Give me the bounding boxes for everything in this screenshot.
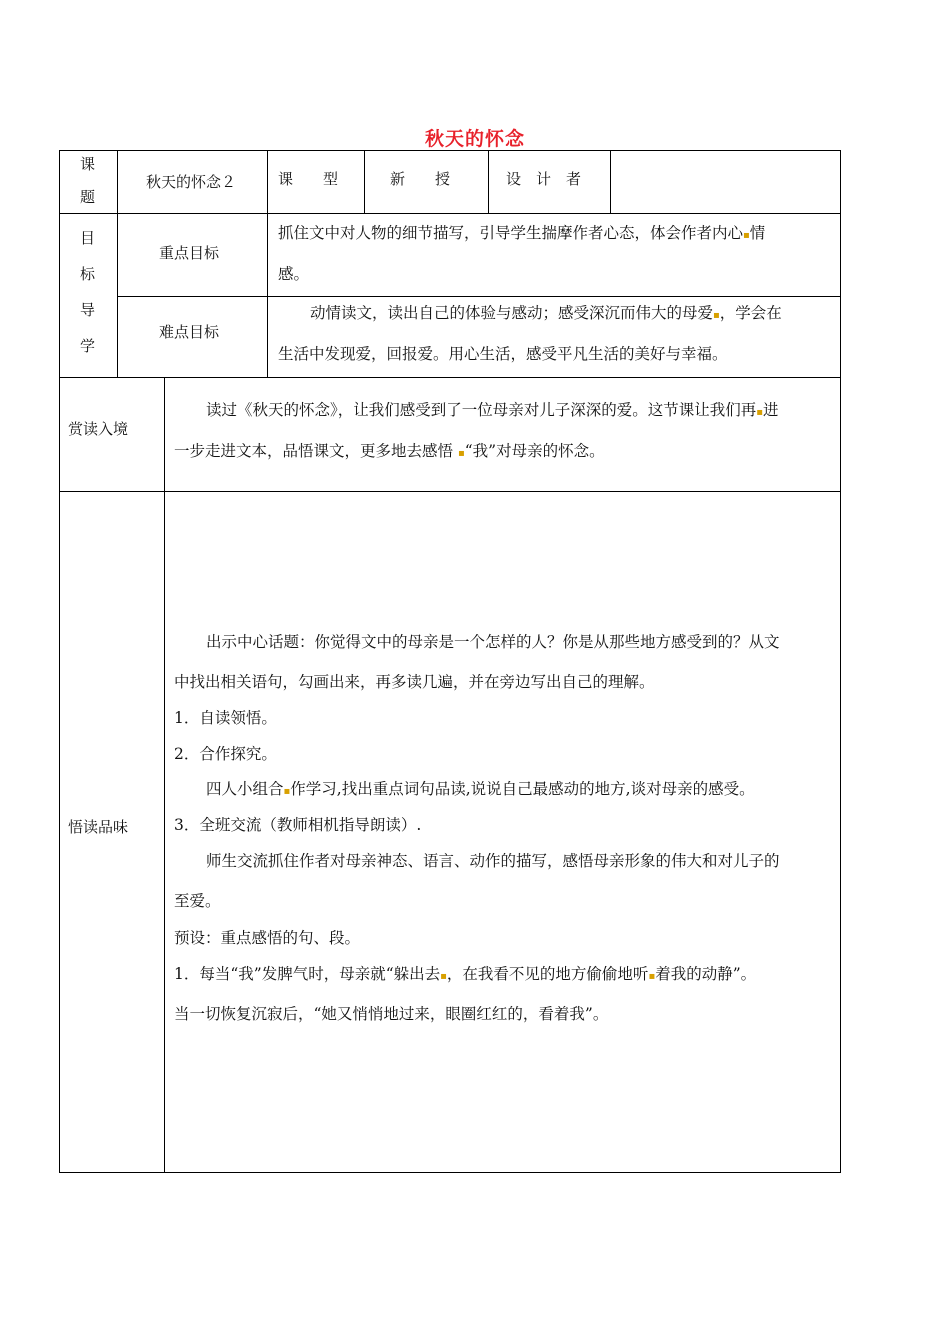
key-goal-text-1: 抓住文中对人物的细节描写，引导学生揣摩作者心态，体会作者内心 (278, 224, 744, 242)
type-label: 课 型 (278, 170, 339, 188)
marker-glyph: ▪ (283, 786, 291, 797)
designer-label: 设 计 者 (506, 170, 582, 188)
marker-glyph: ▪ (457, 448, 465, 459)
intro-text-1b: 进 (763, 401, 779, 419)
marker-glyph: ▪ (648, 971, 656, 982)
intro-line-2 (174, 439, 605, 461)
study-p8: 至爱。 (174, 892, 221, 910)
intro-text-2a: 一步走进文本，品悟课文，更多地去感悟 (174, 442, 454, 460)
key-goal-line-2: 感。 (278, 265, 310, 283)
col-divider-1 (117, 150, 118, 378)
row-divider-header (59, 213, 841, 214)
study-p10b: ，在我看不见的地方偷偷地听 (446, 965, 649, 983)
document-title: 秋天的怀念 (424, 128, 525, 150)
key-goal-line-1 (278, 221, 765, 243)
study-p5b: 作学习,找出重点词句品读,说说自己最感动的地方,谈对母亲的感受。 (290, 780, 755, 798)
study-p7: 师生交流抓住作者对母亲神态、语言、动作的描写，感悟母亲形象的伟大和对儿子的 (206, 852, 780, 870)
row-divider-intro (59, 491, 841, 492)
hard-goal-text-1b: ，学会在 (719, 304, 782, 322)
intro-line-1 (206, 398, 779, 420)
study-p11: 当一切恢复沉寂后，“她又悄悄地过来，眼圈红红的，看着我”。 (174, 1005, 609, 1023)
study-p3: 1．自读领悟。 (174, 709, 277, 727)
row-divider-goals-inner (117, 296, 841, 297)
key-goal-label: 重点目标 (159, 244, 220, 262)
col-divider-3 (364, 150, 365, 214)
marker-glyph: ▪ (756, 407, 764, 418)
study-p5 (206, 777, 755, 799)
study-p9: 预设：重点感悟的句、段。 (174, 929, 361, 947)
col-divider-4 (488, 150, 489, 214)
col-divider-2 (267, 150, 268, 378)
label-ke: 课 (80, 155, 96, 173)
study-p5a: 四人小组合 (206, 780, 284, 798)
study-p10 (174, 962, 756, 984)
row-divider-goals (59, 377, 841, 378)
hard-goal-line-1 (310, 301, 782, 323)
study-label: 悟读品味 (68, 818, 129, 836)
label-ti: 题 (80, 188, 96, 206)
study-p4: 2．合作探究。 (174, 745, 277, 763)
intro-text-1: 读过《秋天的怀念》，让我们感受到了一位母亲对儿子深深的爱。这节课让我们再 (206, 401, 757, 419)
col-divider-5 (610, 150, 611, 214)
study-p6: 3．全班交流（教师相机指导朗读）. (174, 816, 422, 834)
key-goal-text-1b: 情 (749, 224, 766, 242)
marker-glyph: ▪ (713, 310, 720, 321)
intro-text-2b: “我”对母亲的怀念。 (464, 442, 605, 460)
study-p10c: 着我的动静”。 (655, 965, 757, 983)
goals-side-char-4: 学 (80, 337, 96, 355)
study-p10a: 1．每当“我”发脾气时，母亲就“躲出去 (174, 965, 441, 983)
goals-side-char-3: 导 (80, 301, 96, 319)
study-p2: 中找出相关语句，勾画出来，再多读几遍，并在旁边写出自己的理解。 (174, 673, 655, 691)
intro-label: 赏读入境 (68, 420, 129, 438)
col-divider-label (164, 377, 165, 1173)
marker-glyph: ▪ (743, 230, 750, 241)
hard-goal-text-1: 动情读文，读出自己的体验与感动；感受深沉而伟大的母爱 (310, 304, 714, 322)
marker-glyph: ▪ (440, 971, 447, 982)
hard-goal-label: 难点目标 (159, 323, 220, 341)
lesson-name: 秋天的怀念２ (146, 173, 237, 191)
hard-goal-line-2: 生活中发现爱，回报爱。用心生活，感受平凡生活的美好与幸福。 (278, 345, 728, 363)
goals-side-char-1: 目 (80, 229, 96, 247)
goals-side-char-2: 标 (80, 265, 96, 283)
type-value: 新 授 (390, 170, 451, 188)
study-p1: 出示中心话题：你觉得文中的母亲是一个怎样的人？你是从那些地方感受到的？从文 (206, 633, 780, 651)
